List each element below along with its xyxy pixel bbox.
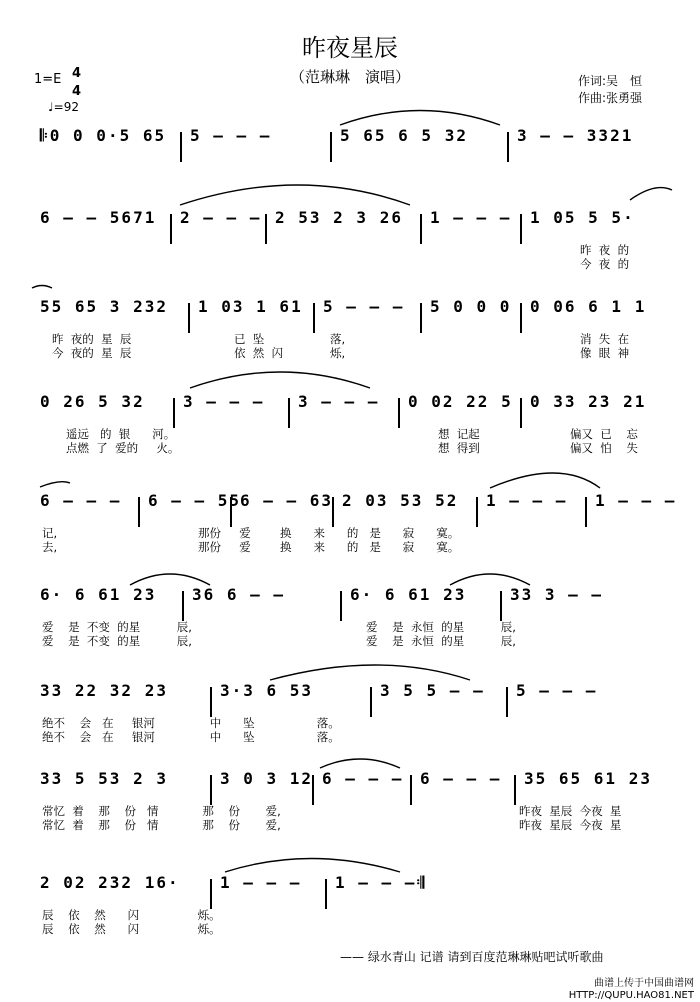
measure-notes: 33 22 32 23 [40, 681, 168, 700]
measure-notes: 1 — — — [430, 208, 512, 227]
lyric-verse-1: 落, [330, 332, 346, 346]
time-signature-bottom: 4 [72, 84, 82, 99]
slur [320, 759, 400, 768]
measure-notes: 𝄆0 0 0·5 65 [40, 126, 167, 145]
lyric-verse-1: 记, [42, 526, 58, 540]
lyric-verse-1: 绝不 会 在 银河 中 坠 落。 [42, 716, 340, 730]
measure-notes: 0 26 5 32 [40, 392, 145, 411]
lyric-verse-1: 爱 是 永恒 的星 辰, [366, 620, 516, 634]
singer-line: （范琳琳 演唱） [289, 68, 410, 86]
measure-notes: 6 — — 55 [148, 491, 242, 510]
site-watermark [569, 978, 694, 1002]
measure-notes: 3·3 6 53 [220, 681, 314, 700]
slur [40, 482, 70, 487]
lyric-verse-1: 爱 是 不变 的星 辰, [42, 620, 192, 634]
slur [32, 286, 52, 289]
measure-notes: 0 33 23 21 [530, 392, 647, 411]
lyric-verse-2: 爱 是 永恒 的星 辰, [366, 634, 516, 648]
key-signature: 1=E [34, 72, 62, 87]
slur [130, 574, 210, 585]
lyric-verse-1: 常忆 着 那 份 情 那 份 爱, [42, 804, 281, 818]
slur [190, 372, 370, 388]
measure-notes: 33 5 53 2 3 [40, 769, 168, 788]
song-title: 昨夜星辰 [302, 34, 398, 62]
measure-notes: 5 0 0 0 [430, 297, 512, 316]
lyric-verse-2: 爱 是 不变 的星 辰, [42, 634, 192, 648]
measure-notes: 6 — — 5671 [40, 208, 157, 227]
measure-notes: 1 — — — [486, 491, 568, 510]
lyric-verse-2: 辰 依 然 闪 烁。 [42, 922, 221, 936]
lyric-verse-1: 遥远 的 银 河。 [66, 427, 176, 441]
measure-notes: 6· 6 61 23 [40, 585, 157, 604]
measure-notes: 1 05 5 5· [530, 208, 635, 227]
measure-notes: 6 — — — [420, 769, 502, 788]
lyric-verse-1: 偏又 已 忘 [570, 427, 638, 441]
lyric-verse-1: 昨 夜 的 [580, 243, 630, 257]
lyric-verse-2: 去, [42, 540, 58, 554]
tempo-marking: ♩=92 [48, 100, 79, 114]
lyric-verse-1: 昨夜 星辰 今夜 星 [519, 804, 622, 818]
slur [490, 473, 600, 488]
measure-notes: 2 53 2 3 26 [275, 208, 403, 227]
measure-notes: 3 0 3 12 [220, 769, 314, 788]
watermark-line-2: HTTP://QUPU.HAO81.NET [568, 990, 694, 1001]
measure-notes: 36 6 — — [192, 585, 286, 604]
measure-notes: 5 — — — [190, 126, 272, 145]
measure-notes: 3 — — — [298, 392, 380, 411]
measure-notes: 1 — — — [595, 491, 677, 510]
measure-notes: 6 — — — [322, 769, 404, 788]
lyric-verse-1: 辰 依 然 闪 烁。 [42, 908, 221, 922]
composer-credit: 作曲:张勇强 [578, 91, 643, 105]
lyric-verse-2: 偏又 怕 失 [570, 441, 638, 455]
watermark-line-1: 曲谱上传于中国曲谱网 [594, 978, 694, 989]
measure-notes: 5 65 6 5 32 [340, 126, 468, 145]
measure-notes: 1 — — —𝄇 [335, 873, 427, 892]
time-signature-top: 4 [72, 66, 82, 81]
measure-notes: 5 — — — [516, 681, 598, 700]
measure-notes: 6· 6 61 23 [350, 585, 467, 604]
lyric-verse-2: 点燃 了 爱的 火。 [66, 441, 180, 455]
lyric-verse-2: 像 眼 神 [580, 346, 630, 360]
measure-notes: 1 03 1 61 [198, 297, 303, 316]
lyric-verse-2: 昨夜 星辰 今夜 星 [519, 818, 622, 832]
measure-notes: 3 — — — [183, 392, 265, 411]
lyric-verse-2: 烁, [330, 346, 346, 360]
measure-notes: 1 — — — [220, 873, 302, 892]
slur [270, 665, 470, 680]
measure-notes: 0 06 6 1 1 [530, 297, 647, 316]
measure-notes: 2 02 232 16· [40, 873, 180, 892]
lyric-verse-1: 想 记起 [438, 427, 480, 441]
lyric-verse-2: 依 然 闪 [234, 346, 284, 360]
measure-notes: 2 — — — [180, 208, 262, 227]
measure-notes: 0 02 22 5 [408, 392, 513, 411]
measure-notes: 3 — — 3321 [517, 126, 634, 145]
lyricist-credit: 作词:吴 恒 [578, 74, 643, 88]
lyric-verse-1: 昨 夜的 星 辰 [52, 332, 132, 346]
measure-notes: 2 03 53 52 [342, 491, 459, 510]
lyric-verse-2: 今 夜的 星 辰 [52, 346, 132, 360]
lyric-verse-1: 已 坠 [234, 332, 265, 346]
slur [340, 111, 500, 126]
measure-notes: 5 — — — [323, 297, 405, 316]
slur [180, 185, 410, 205]
lyric-verse-2: 想 得到 [438, 441, 480, 455]
measure-notes: 6 — — — [40, 491, 122, 510]
lyric-verse-2: 那份 爱 换 来 的 是 寂 寞。 [198, 540, 460, 554]
lyric-verse-1: 消 失 在 [580, 332, 630, 346]
slur [225, 859, 400, 873]
lyric-verse-1: 那份 爱 换 来 的 是 寂 寞。 [198, 526, 460, 540]
footer-note: —— 绿水青山 记谱 请到百度范琳琳贴吧试听歌曲 [340, 950, 604, 964]
lyric-verse-2: 绝不 会 在 银河 中 坠 落。 [42, 730, 340, 744]
slur [450, 574, 530, 585]
measure-notes: 33 3 — — [510, 585, 604, 604]
measure-notes: 6 — — 63 [240, 491, 334, 510]
slur [630, 188, 672, 200]
measure-notes: 55 65 3 232 [40, 297, 168, 316]
measure-notes: 3 5 5 — — [380, 681, 485, 700]
measure-notes: 35 65 61 23 [524, 769, 652, 788]
lyric-verse-2: 今 夜 的 [580, 257, 630, 271]
lyric-verse-2: 常忆 着 那 份 情 那 份 爱, [42, 818, 281, 832]
